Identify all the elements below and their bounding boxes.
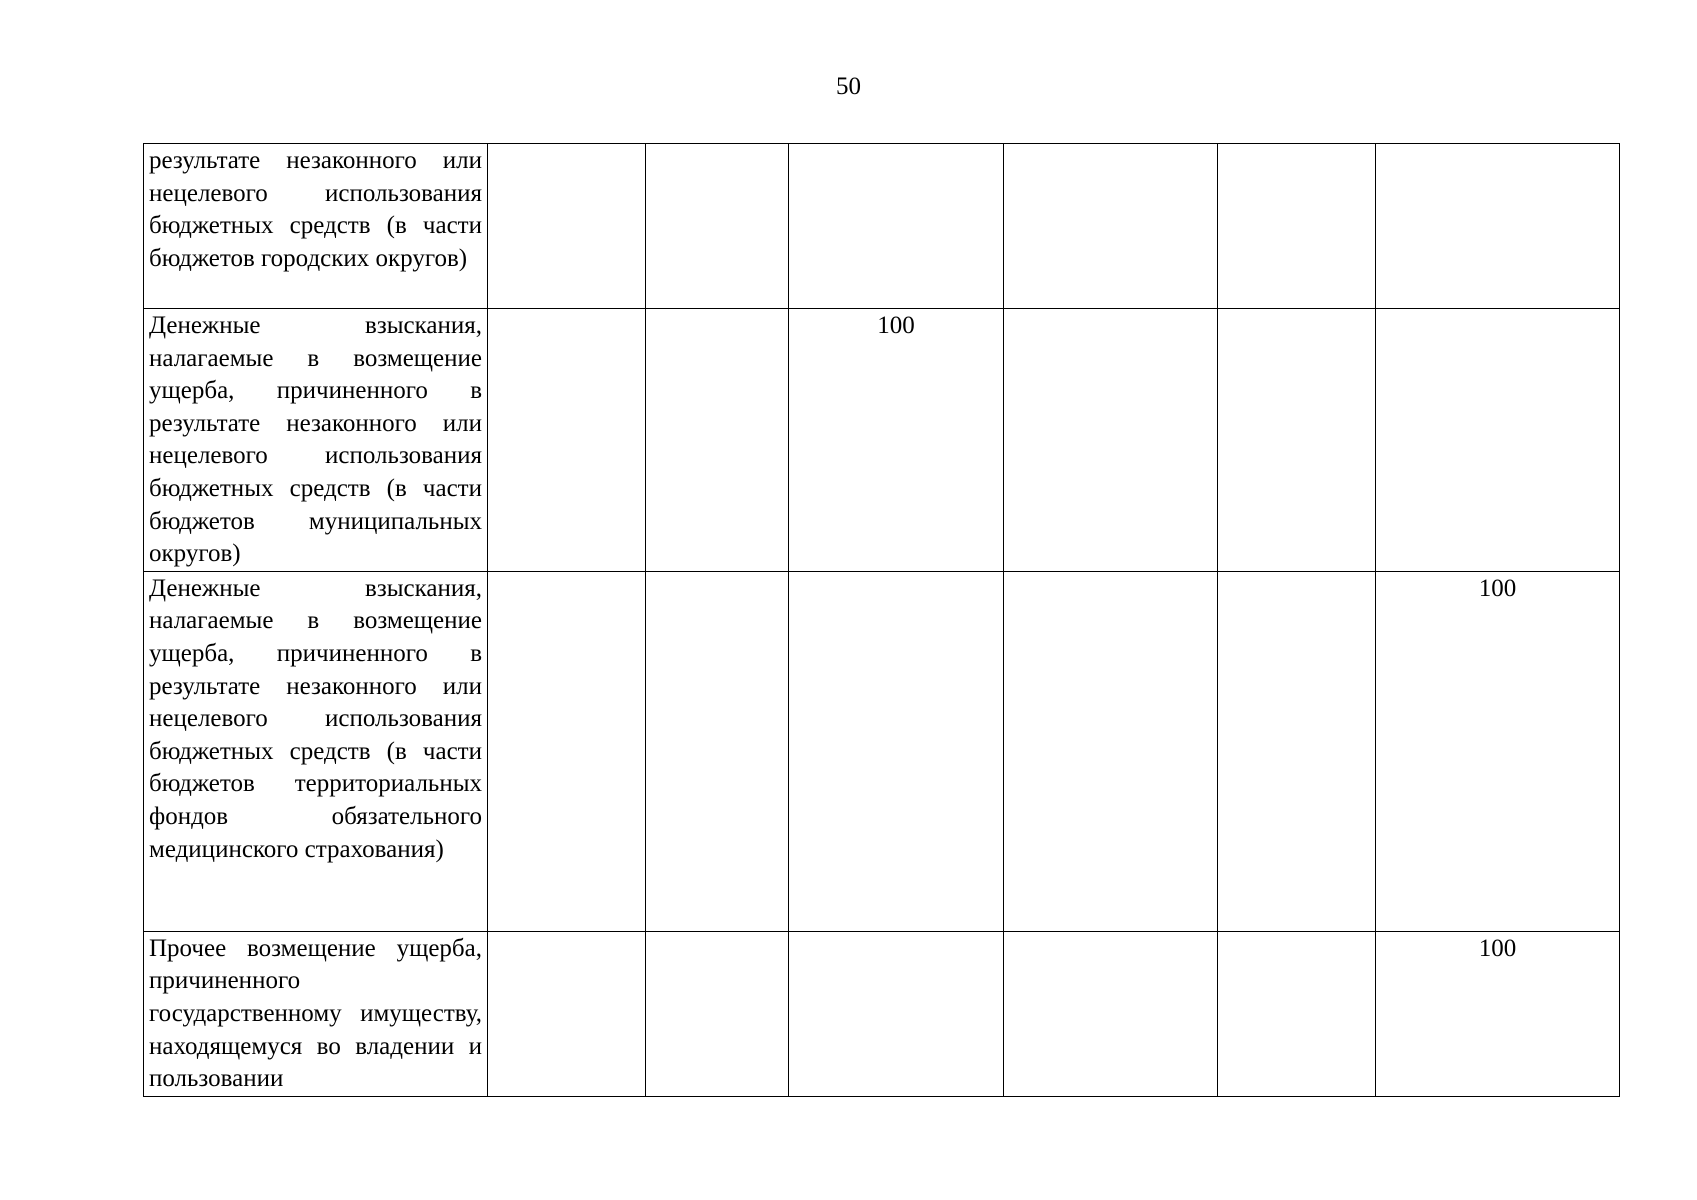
value-cell (488, 309, 646, 572)
row-description: Денежные взыскания, налагаемые в возмещение ущерба, причиненного в результате незаконного или нецелевого использования бюджетных средств (в части бюджетов муниципальных округов) (149, 312, 482, 568)
value-cell (488, 931, 646, 1096)
value-cell (646, 931, 789, 1096)
value-cell (1218, 931, 1376, 1096)
value-cell: 100 (1376, 571, 1620, 931)
page-number: 50 (836, 73, 861, 100)
value-cell (1004, 931, 1218, 1096)
row-description-cell (144, 144, 488, 309)
row-description: Прочее возмещение ущерба, причиненного государственному имуществу, находящемуся во владении и пользовании (149, 934, 482, 1093)
value-cell (646, 144, 789, 309)
value-cell (646, 571, 789, 931)
value-cell (488, 144, 646, 309)
value-cell: 100 (1376, 931, 1620, 1096)
value-cell (1376, 309, 1620, 572)
row-description: Денежные взыскания, налагаемые в возмещение ущерба, причиненного в результате незаконного или нецелевого использования бюджетных средств (в части бюджетов территориальных фондов обязательного медицинского страхования) (149, 574, 482, 863)
value-cell: 100 (789, 309, 1004, 572)
value-cell (1004, 144, 1218, 309)
table-row (144, 144, 1620, 309)
value-cell (646, 309, 789, 572)
value-cell (1218, 571, 1376, 931)
value-cell (1004, 309, 1218, 572)
value-cell (789, 931, 1004, 1096)
value-cell (789, 571, 1004, 931)
row-description: результате незаконного или нецелевого использования бюджетных средств (в части бюджетов городских округов) (149, 147, 482, 272)
table-row (144, 309, 1620, 572)
table-row (144, 571, 1620, 931)
revenue-distribution-table (143, 143, 1620, 1097)
row-description-cell (144, 931, 488, 1096)
value-cell (1218, 309, 1376, 572)
value-cell (789, 144, 1004, 309)
value-cell (1218, 144, 1376, 309)
table-row (144, 931, 1620, 1096)
value-cell (488, 571, 646, 931)
row-description-cell (144, 309, 488, 572)
value-cell (1004, 571, 1218, 931)
row-description-cell (144, 571, 488, 931)
value-cell (1376, 144, 1620, 309)
